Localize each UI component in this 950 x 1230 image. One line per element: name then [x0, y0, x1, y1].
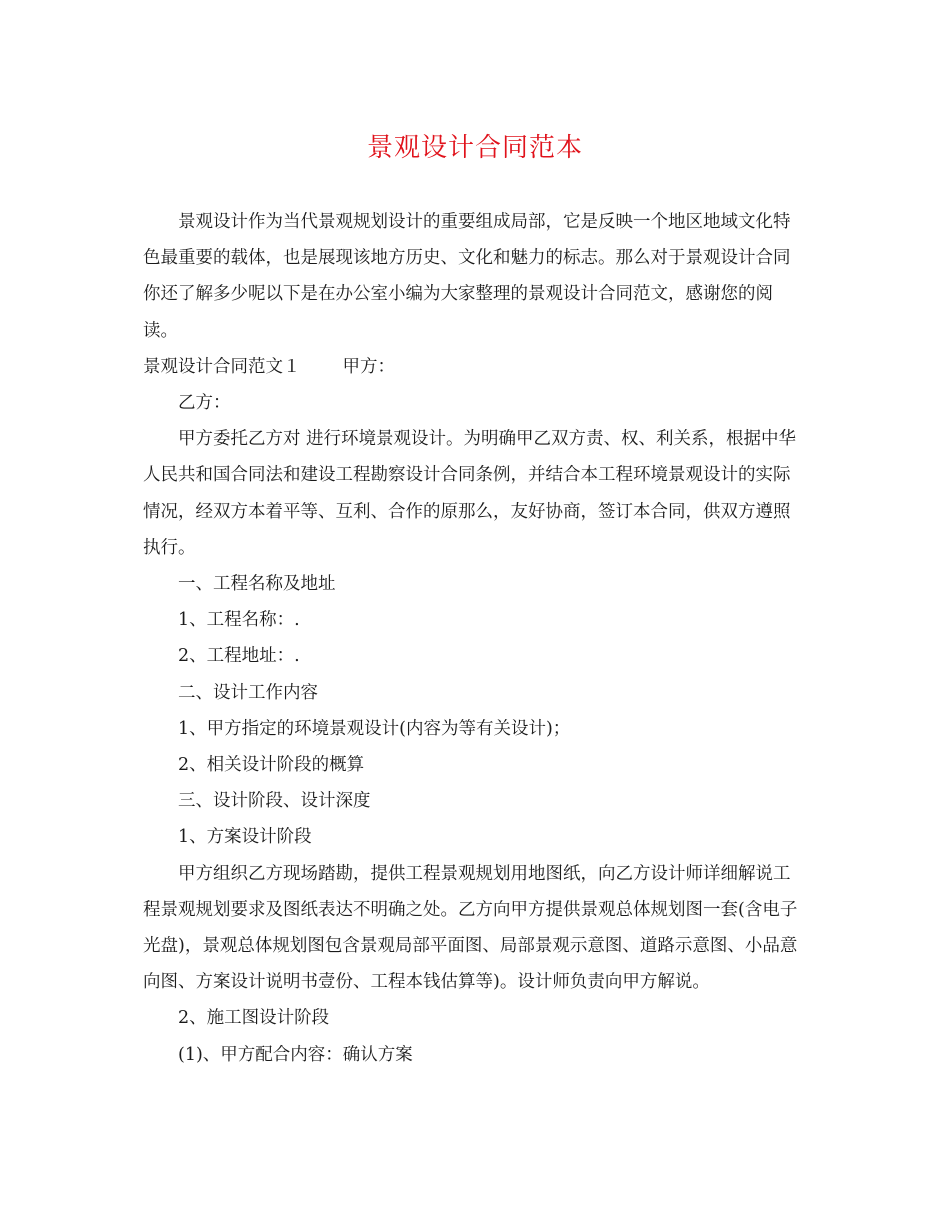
section3-item1: 1、方案设计阶段: [178, 827, 312, 848]
document-body: [143, 204, 807, 1073]
section3-item1-paragraph: 甲方组织乙方现场踏勘，提供工程景观规划用地图纸，向乙方设计师详细解说工程景观规划要求及图纸表达不明确之处。乙方向甲方提供景观总体规划图一套(含电子光盘)，景观总体规划图包含景观局部平面图、局部景观示意图、道路示意图、小品意向图、方案设计说明书壹份、工程本钱估算等)。设计师负责向甲方解说。: [143, 863, 798, 993]
section2-item2: 2、相关设计阶段的概算: [178, 755, 365, 776]
section1-item1: 1、工程名称：.: [178, 610, 300, 631]
section3-heading: 三、设计阶段、设计深度: [178, 791, 371, 812]
section1-heading: 一、工程名称及地址: [178, 574, 336, 595]
document-title: 景观设计合同范本: [366, 133, 583, 163]
section1-item2: 2、工程地址：.: [178, 646, 300, 667]
party-b-label: 乙方：: [178, 393, 231, 414]
intro-paragraph: 景观设计作为当代景观规划设计的重要组成局部，它是反映一个地区地域文化特色最重要的载体，也是展现该地方历史、文化和魅力的标志。那么对于景观设计合同你还了解多少呢以下是在办公室小编为大家整理的景观设计合同范文，感谢您的阅读。: [143, 212, 791, 341]
section3-item2-sub1: (1)、甲方配合内容：确认方案: [178, 1044, 413, 1065]
section2-heading: 二、设计工作内容: [178, 682, 318, 703]
sample-header-line: [143, 349, 807, 385]
party-a-label: 甲方：: [342, 356, 395, 377]
preamble-paragraph: 甲方委托乙方对 进行环境景观设计。为明确甲乙双方责、权、利关系，根据中华人民共和国合同法和建设工程勘察设计合同条例，并结合本工程环境景观设计的实际情况，经双方本着平等、互利、合作的原那么，友好协商，签订本合同，供双方遵照执行。: [143, 429, 797, 558]
section3-item2: 2、施工图设计阶段: [178, 1008, 330, 1029]
section2-item1: 1、甲方指定的环境景观设计(内容为等有关设计)；: [178, 718, 571, 739]
sample-label: 景观设计合同范文１: [143, 356, 301, 377]
